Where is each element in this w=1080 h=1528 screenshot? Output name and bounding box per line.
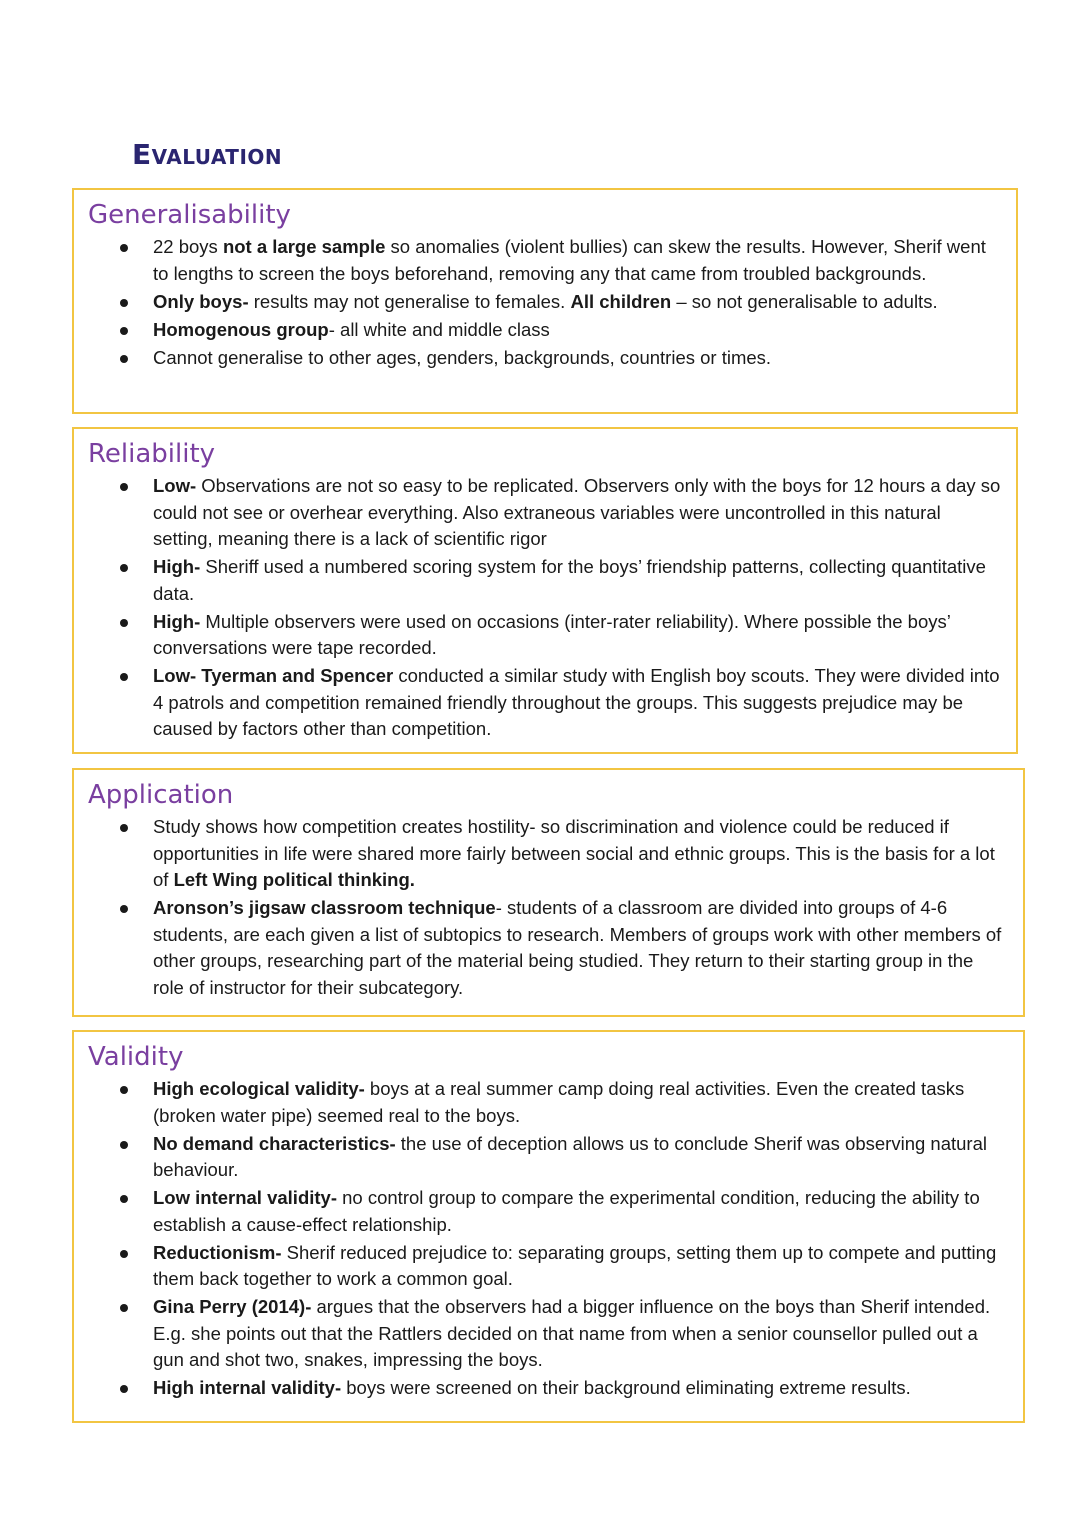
text: boys were screened on their background eliminating extreme results. — [341, 1377, 911, 1398]
text: Sheriff used a numbered scoring system for the boys’ friendship patterns, collecting quantitative data. — [153, 556, 986, 604]
application-section — [72, 768, 1025, 1017]
bold-text: Only boys- — [153, 290, 249, 312]
bullet-icon — [120, 1250, 128, 1258]
list-item — [74, 1185, 1023, 1238]
bold-text: Gina Perry (2014)- — [153, 1296, 312, 1317]
list-item — [74, 1294, 1023, 1374]
bullet-icon — [120, 1304, 128, 1312]
section-heading: Validity — [88, 1042, 184, 1072]
bullet-icon — [120, 327, 128, 335]
list-item — [74, 895, 1023, 1001]
text: Observations are not so easy to be replicated. Observers only with the boys for 12 hours a day so could not see or overhear everything. Also extraneous variables were uncontrolled in this natural setting, meaning there is a lack of scientific rigor — [153, 475, 1001, 549]
bullet-icon — [120, 299, 128, 307]
text: Study shows how competition creates hostility- so discrimination and violence could be reduced if opportunities in life were shared more fairly between social and ethnic groups. This is the basis for a lot of — [153, 816, 995, 890]
text: Cannot generalise to other ages, genders, backgrounds, countries or times. — [153, 346, 772, 368]
bullet-icon — [120, 905, 128, 913]
bold-text: not a large sample — [222, 236, 386, 257]
validity-list — [74, 1076, 1023, 1403]
bold-text: Homogenous group — [153, 318, 329, 340]
bold-text: High internal validity- — [153, 1377, 342, 1398]
text: - students of a classroom are divided into groups of 4-6 students, are each given a list of subtopics to research. Members of groups work with other members of other groups, researching part of the material being studied. They return to their starting group in the role of instructor for their subcategory. — [153, 897, 1002, 998]
bold-text: Left Wing political thinking. — [173, 869, 415, 890]
bullet-icon — [120, 1195, 128, 1203]
bold-text: Reductionism- — [153, 1241, 282, 1263]
list-item — [74, 345, 1016, 372]
bullet-icon — [120, 564, 128, 572]
reliability-section — [72, 427, 1018, 754]
bold-text: Low- — [153, 475, 197, 496]
list-item — [74, 609, 1016, 662]
bold-text: High- — [153, 556, 201, 577]
bold-text: Low- Tyerman and Spencer — [153, 665, 394, 686]
generalisability-list — [74, 234, 1016, 373]
text: argues that the observers had a bigger influence on the boys than Sherif intended. E.g. she points out that the Rattlers decided on that name from when a senior counsellor pulled out a gun and shot two, snakes, impressing the boys. — [153, 1296, 991, 1370]
text: boys at a real summer camp doing real activities. Even the created tasks (broken water pipe) seemed real to the boys. — [153, 1078, 965, 1126]
bullet-icon — [120, 824, 128, 832]
reliability-list — [74, 473, 1016, 744]
bullet-icon — [120, 1141, 128, 1149]
section-heading: Application — [88, 780, 234, 810]
list-item — [74, 1240, 1023, 1293]
application-list — [74, 814, 1023, 1003]
bullet-icon — [120, 673, 128, 681]
text: 22 boys — [153, 236, 223, 257]
list-item — [74, 234, 1016, 287]
generalisability-section — [72, 188, 1018, 414]
text: – so not generalisable to adults. — [671, 290, 938, 312]
list-item — [74, 1131, 1023, 1184]
section-heading: Reliability — [88, 439, 216, 469]
list-item — [74, 473, 1016, 553]
bold-text: No demand characteristics- — [153, 1132, 396, 1154]
bold-text: High ecological validity- — [153, 1078, 365, 1099]
text: conducted a similar study with English boy scouts. They were divided into 4 patrols and competition remained friendly throughout the groups. This suggests prejudice may be caused by factors other than competition. — [153, 665, 1000, 739]
bullet-icon — [120, 244, 128, 252]
bullet-icon — [120, 355, 128, 363]
validity-section — [72, 1030, 1025, 1423]
section-heading: Generalisability — [88, 200, 291, 230]
bullet-icon — [120, 1086, 128, 1094]
list-item — [74, 317, 1016, 344]
bullet-icon — [120, 1385, 128, 1393]
page-title: Evaluation — [132, 138, 283, 171]
bold-text: Low internal validity- — [153, 1187, 337, 1208]
text: the use of deception allows us to conclude Sherif was observing natural behaviour. — [153, 1132, 987, 1180]
bullet-icon — [120, 619, 128, 627]
list-item — [74, 663, 1016, 743]
list-item — [74, 554, 1016, 607]
list-item — [74, 814, 1023, 894]
text: results may not generalise to females. — [248, 290, 571, 312]
text: so anomalies (violent bullies) can skew the results. However, Sherif went to lengths to screen the boys beforehand, removing any that came from troubled backgrounds. — [153, 236, 986, 284]
list-item — [74, 1076, 1023, 1129]
text: Multiple observers were used on occasions (inter-rater reliability). Where possible the boys’ conversations were tape recorded. — [153, 610, 951, 658]
bold-text: High- — [153, 610, 201, 632]
list-item — [74, 289, 1016, 316]
text: Sherif reduced prejudice to: separating groups, setting them up to compete and putting them back together to work a common goal. — [153, 1241, 997, 1289]
bold-text: Aronson’s jigsaw classroom technique — [153, 897, 496, 918]
text: - all white and middle class — [328, 318, 550, 340]
bullet-icon — [120, 483, 128, 491]
bold-text: All children — [570, 290, 672, 312]
text: no control group to compare the experimental condition, reducing the ability to establish a cause-effect relationship. — [153, 1187, 980, 1235]
list-item — [74, 1375, 1023, 1402]
